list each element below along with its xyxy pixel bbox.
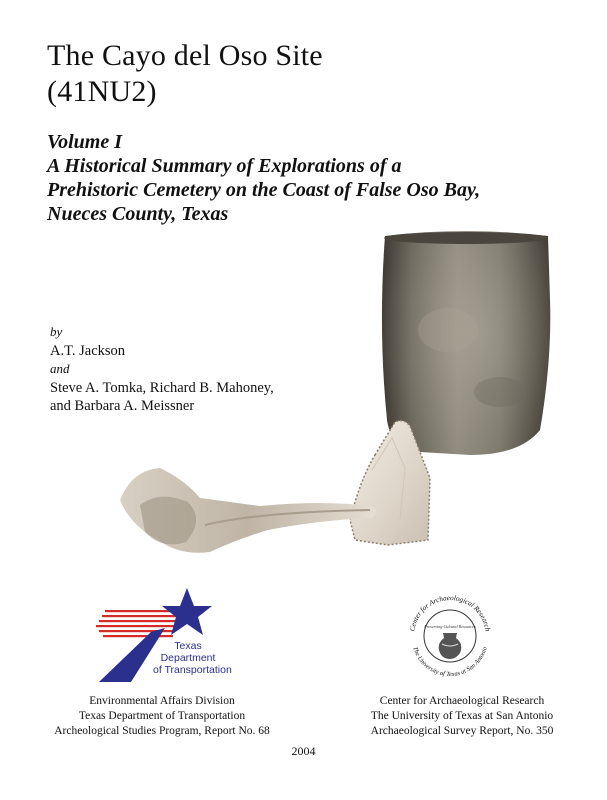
subtitle-line-3: Nueces County, Texas [47,203,229,225]
subtitle-line-1: A Historical Summary of Explorations of a [47,155,402,177]
volume-label: Volume I [47,131,123,153]
txdot-logo [95,586,232,687]
txdot-wordmark [153,640,232,676]
footer-left-line-2: Texas Department of Transportation [78,710,246,722]
seal-middle-text: Preserving Cultural Resources [424,624,476,629]
seal-bottom-text: The University of Texas at San Antonio [411,645,489,679]
publication-year: 2004 [291,744,316,758]
primary-author: A.T. Jackson [50,342,126,359]
footer-right-line-1: Center for Archaeological Research [379,695,545,707]
subtitle-line-2: Prehistoric Cemetery on the Coast of False Oso Bay, [47,179,481,201]
ceramic-jar [382,231,550,455]
co-authors-line-1: Steve A. Tomka, Richard B. Mahoney, [50,379,274,396]
footer-right-line-2: The University of Texas at San Antonio [370,710,554,722]
txdot-line-3: of Transportation [153,664,232,676]
txdot-line-2: Department [160,652,216,664]
car-seal [402,586,498,687]
footer-left-line-3: Archeological Studies Program, Report No. 68 [54,725,270,737]
footer-left-line-1: Environmental Affairs Division [89,695,235,707]
title-line-2: (41NU2) [47,75,157,108]
by-label: by [50,324,63,339]
shell-artifact [120,468,376,553]
car-seal-icon [402,586,498,682]
footer-txdot [36,694,288,739]
and-label: and [50,361,70,376]
seal-top-text: Center for Archaeological Research [408,593,492,632]
footer-car [336,694,588,739]
txdot-line-1: Texas [174,640,202,652]
title-line-1: The Cayo del Oso Site [47,39,323,72]
co-authors-line-2: and Barbara A. Meissner [50,398,195,414]
footer-right-line-3: Archaeological Survey Report, No. 350 [370,725,554,737]
